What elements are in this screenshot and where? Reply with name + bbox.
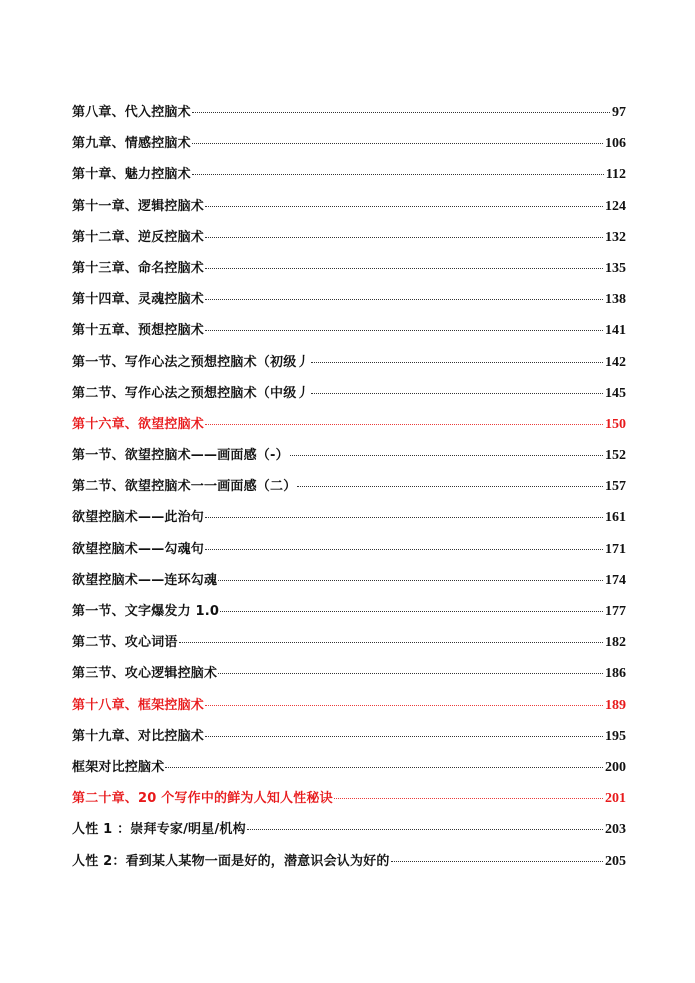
toc-entry-page-number: 142 [605, 354, 626, 370]
dot-leader [205, 705, 603, 706]
toc-entry-page-number: 138 [605, 292, 626, 308]
dot-leader [218, 580, 603, 581]
toc-entry-title: 第十五章、预想控脑术 [72, 323, 205, 339]
toc-entry[interactable] [72, 475, 626, 506]
toc-entry-page-number: 152 [605, 448, 626, 464]
dot-leader [334, 798, 603, 799]
dot-leader [205, 237, 603, 238]
toc-entry-page-number: 195 [605, 728, 626, 744]
toc-entry-title: 第十四章、灵魂控脑术 [72, 292, 205, 308]
toc-entry-page-number: 161 [605, 510, 626, 526]
toc-entry-title: 第一节、欲望控脑术——画面感（-） [72, 448, 289, 464]
toc-entry-page-number: 203 [605, 822, 626, 838]
toc-entry-title: 第二十章、20 个写作中的鲜为人知人性秘诀 [72, 791, 333, 807]
dot-leader [391, 861, 603, 862]
toc-entry-title: 第十二章、逆反控脑术 [72, 229, 205, 245]
dot-leader [205, 206, 603, 207]
toc-entry-page-number: 150 [605, 416, 626, 432]
toc-entry[interactable] [72, 600, 626, 631]
toc-entry[interactable] [72, 132, 626, 163]
toc-entry-page-number: 189 [605, 697, 626, 713]
toc-entry-page-number: 135 [605, 260, 626, 276]
toc-entry[interactable] [72, 818, 626, 849]
toc-entry-title: 人性 1 ：崇拜专家/明星/机构 [72, 822, 246, 838]
dot-leader [205, 517, 603, 518]
toc-entry-title: 人性 2：看到某人某物一面是好的，潜意识会认为好的 [72, 853, 390, 869]
toc-entry-title: 第一节、文字爆发力 1.0 [72, 604, 220, 619]
toc-entry-page-number: 97 [612, 105, 626, 120]
dot-leader [218, 673, 603, 674]
table-of-contents [72, 101, 626, 881]
toc-entry[interactable] [72, 569, 626, 600]
toc-entry[interactable] [72, 195, 626, 226]
toc-entry[interactable] [72, 694, 626, 725]
toc-entry-page-number: 132 [605, 229, 626, 245]
toc-entry-title: 第二节、攻心词语 [72, 635, 178, 651]
toc-entry[interactable] [72, 538, 626, 569]
toc-entry-title: 第十九章、对比控脑术 [72, 728, 205, 744]
toc-entry-page-number: 145 [605, 385, 626, 401]
toc-entry[interactable] [72, 382, 626, 413]
toc-entry[interactable] [72, 756, 626, 787]
toc-entry-page-number: 182 [605, 635, 626, 651]
toc-entry[interactable] [72, 850, 626, 881]
dot-leader [192, 143, 603, 144]
toc-entry-page-number: 112 [605, 167, 626, 183]
toc-entry[interactable] [72, 257, 626, 288]
toc-entry-page-number: 106 [605, 136, 626, 152]
dot-leader [205, 330, 603, 331]
toc-entry[interactable] [72, 163, 626, 194]
dot-leader [290, 455, 603, 456]
toc-entry-title: 欲望控脑术——勾魂句 [72, 541, 205, 557]
toc-entry[interactable] [72, 351, 626, 382]
toc-entry-title: 框架对比控脑术 [72, 759, 165, 775]
toc-entry-page-number: 157 [605, 479, 626, 495]
toc-entry-page-number: 174 [605, 572, 626, 588]
dot-leader [205, 268, 603, 269]
toc-entry-page-number: 186 [605, 666, 626, 682]
toc-entry[interactable] [72, 413, 626, 444]
toc-entry[interactable] [72, 787, 626, 818]
dot-leader [311, 362, 603, 363]
dot-leader [205, 299, 603, 300]
toc-entry[interactable] [72, 288, 626, 319]
dot-leader [297, 486, 603, 487]
dot-leader [311, 393, 603, 394]
dot-leader [247, 829, 603, 830]
toc-entry-page-number: 171 [605, 541, 626, 557]
toc-entry-title: 第十一章、逻辑控脑术 [72, 198, 205, 214]
toc-entry-page-number: 201 [605, 791, 626, 807]
toc-entry-page-number: 124 [605, 198, 626, 214]
toc-entry-page-number: 205 [605, 853, 626, 869]
dot-leader [205, 424, 603, 425]
dot-leader [205, 549, 603, 550]
toc-entry-page-number: 200 [605, 759, 626, 775]
toc-entry-page-number: 141 [605, 323, 626, 339]
toc-entry-title: 第十六章、欲望控脑术 [72, 416, 205, 432]
dot-leader [205, 736, 603, 737]
toc-entry-page-number: 177 [605, 604, 626, 619]
toc-entry-title: 第十八章、框架控脑术 [72, 697, 205, 713]
toc-entry-title: 欲望控脑术——连环勾魂 [72, 572, 218, 588]
toc-entry-title: 第二节、写作心法之预想控脑术（中级丿 [72, 385, 310, 401]
dot-leader [165, 767, 603, 768]
toc-entry[interactable] [72, 506, 626, 537]
toc-entry-title: 第二节、欲望控脑术一一画面感（二） [72, 479, 297, 495]
dot-leader [192, 174, 604, 175]
toc-entry[interactable] [72, 631, 626, 662]
dot-leader [179, 642, 603, 643]
dot-leader [192, 112, 610, 113]
toc-entry-title: 第十三章、命名控脑术 [72, 260, 205, 276]
toc-entry-title: 欲望控脑术——此治句 [72, 510, 205, 526]
toc-entry[interactable] [72, 444, 626, 475]
toc-entry[interactable] [72, 101, 626, 132]
toc-entry-title: 第三节、攻心逻辑控脑术 [72, 666, 218, 682]
toc-entry[interactable] [72, 662, 626, 693]
toc-entry[interactable] [72, 319, 626, 350]
toc-entry[interactable] [72, 226, 626, 257]
toc-entry-title: 第十章、魅力控脑术 [72, 167, 191, 183]
toc-entry[interactable] [72, 725, 626, 756]
toc-entry-title: 第九章、情感控脑术 [72, 136, 191, 152]
toc-entry-title: 第八章、代入控脑术 [72, 105, 191, 120]
toc-entry-title: 第一节、写作心法之预想控脑术（初级丿 [72, 354, 310, 370]
dot-leader [220, 611, 603, 612]
